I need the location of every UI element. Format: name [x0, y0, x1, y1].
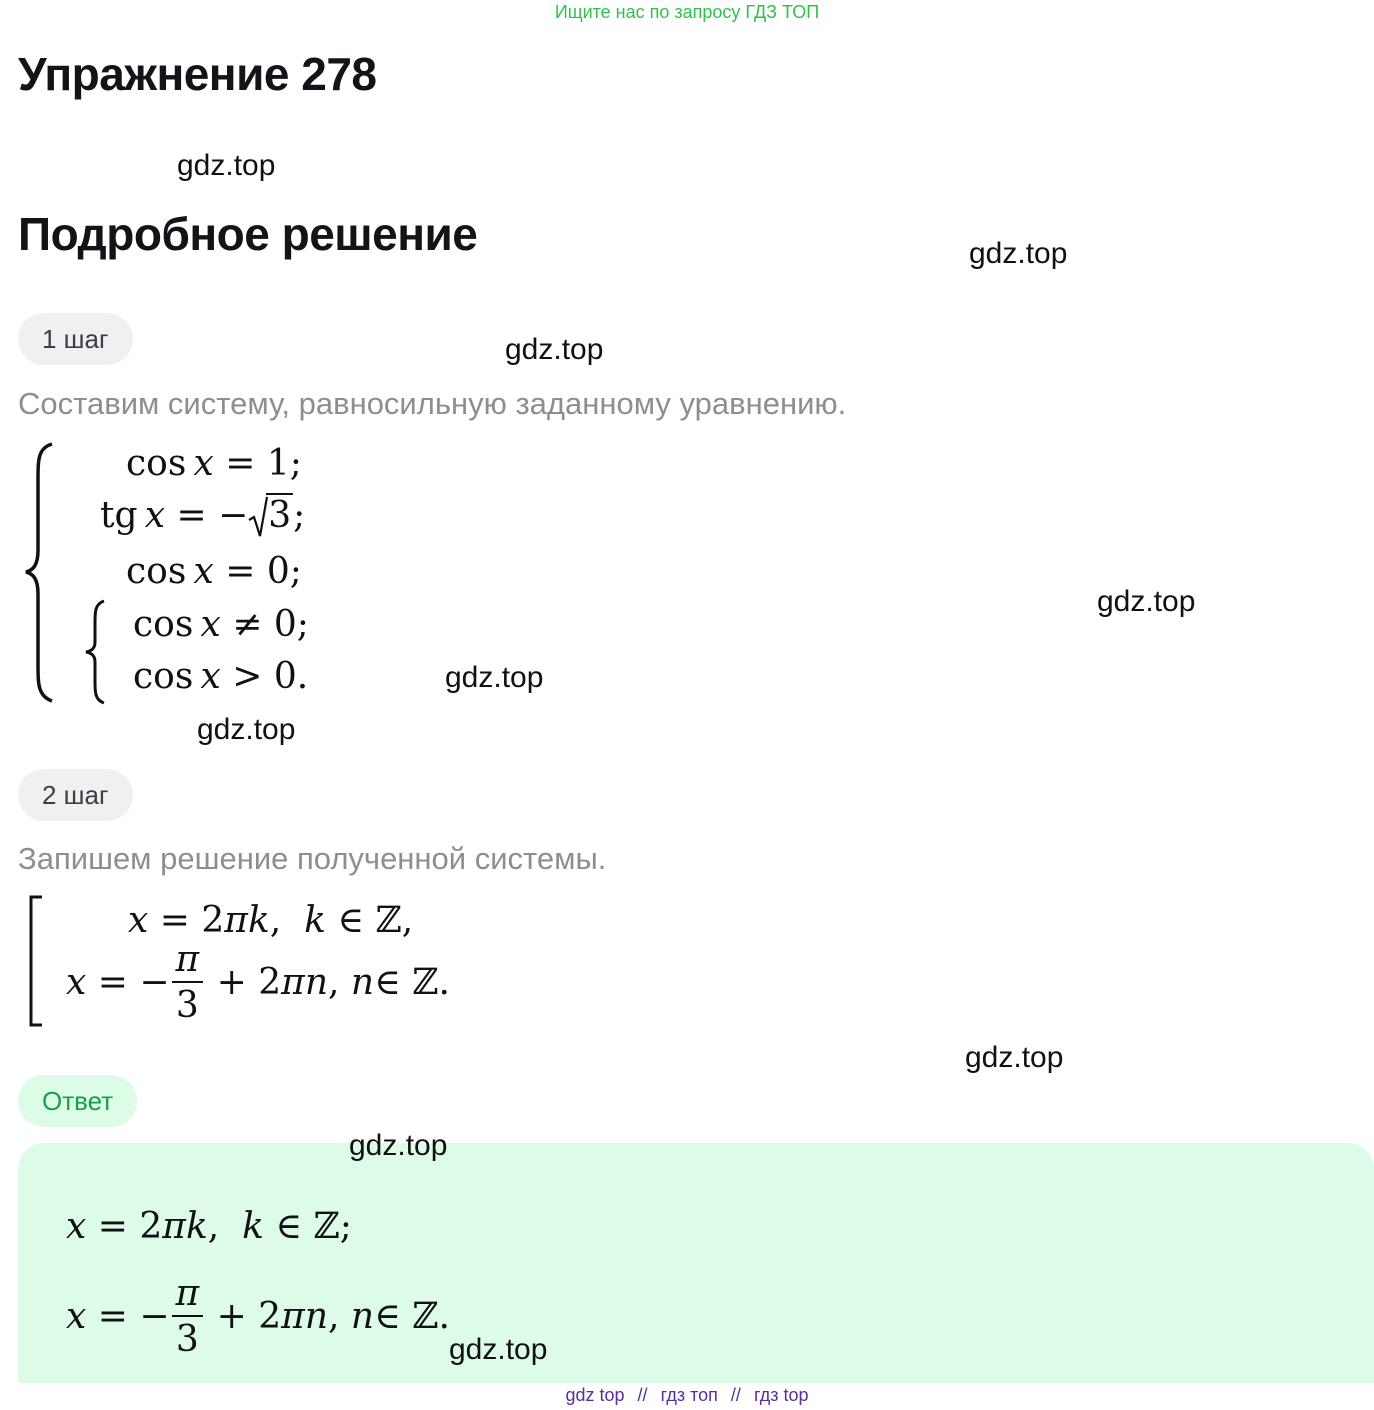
math-line: tg x = − 3; — [100, 495, 306, 536]
step-1-math-system — [22, 440, 422, 710]
math-line: cos x ≠ 0; — [133, 604, 309, 645]
fraction-pi-over-3: $\frac{\pi}{3}$ — [172, 1275, 204, 1359]
page-title: Упражнение 278 — [18, 48, 377, 100]
top-search-hint: Ищите нас по запросу ГДЗ ТОП — [554, 2, 820, 22]
math-line: cos x = 0; — [126, 551, 302, 592]
step-2-math-union — [28, 895, 548, 1030]
step-2-badge: 2 шаг — [18, 769, 133, 821]
step-1-text: Составим систему, равносильную заданному уравнению. — [18, 386, 847, 421]
footer-link[interactable]: гдз top — [753, 1385, 809, 1405]
watermark: gdz.top — [1097, 585, 1196, 618]
answer-badge: Ответ — [18, 1075, 137, 1127]
math-line: x = 2πk, k ∈ ℤ; — [66, 1206, 352, 1247]
watermark: gdz.top — [505, 333, 604, 366]
footer-separator: // — [637, 1385, 648, 1405]
watermark: gdz.top — [969, 237, 1068, 270]
footer-link[interactable]: gdz top — [565, 1385, 625, 1405]
math-line: x = 2πk, k ∈ ℤ, — [128, 900, 414, 941]
fraction-pi-over-3: $\frac{\pi}{3}$ — [172, 941, 204, 1025]
section-title: Подробное решение — [18, 208, 478, 260]
math-line: x = − $\frac{\pi}{3}$ + 2 πn , n ∈ ℤ. — [66, 1273, 450, 1360]
math-line: x = − $\frac{\pi}{3}$ + 2 πn , n ∈ ℤ. — [66, 939, 450, 1026]
watermark: gdz.top — [449, 1333, 548, 1366]
watermark: gdz.top — [965, 1041, 1064, 1074]
watermark: gdz.top — [197, 713, 296, 746]
watermark: gdz.top — [349, 1129, 448, 1162]
footer-link[interactable]: гдз топ — [660, 1385, 718, 1405]
footer-separator: // — [730, 1385, 741, 1405]
big-left-brace — [22, 440, 58, 705]
math-line: cos x > 0. — [133, 656, 309, 697]
math-line: cos x = 1; — [126, 443, 302, 484]
footer-links — [0, 1383, 1374, 1407]
inner-left-brace — [82, 598, 108, 706]
square-root: 3 — [248, 498, 293, 534]
watermark: gdz.top — [177, 149, 276, 182]
watermark: gdz.top — [445, 661, 544, 694]
step-2-text: Запишем решение полученной системы. — [18, 841, 607, 876]
square-bracket — [28, 895, 44, 1027]
step-1-badge: 1 шаг — [18, 313, 133, 365]
answer-box — [18, 1143, 1374, 1383]
